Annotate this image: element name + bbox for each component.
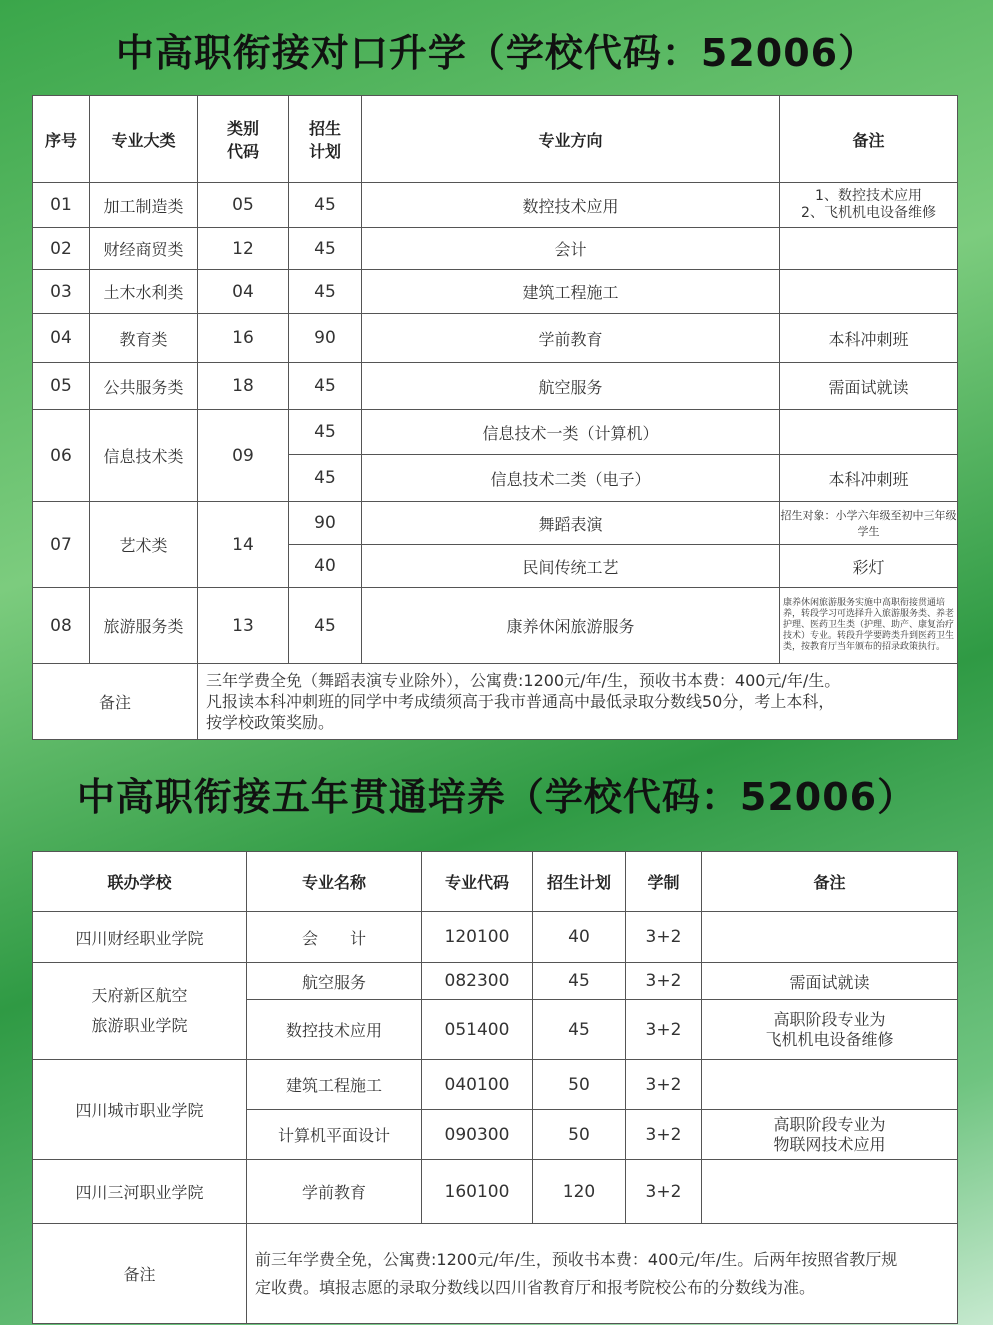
table-row [33,270,958,314]
cell-direction: 舞蹈表演 [362,502,780,545]
cell-school: 天府新区航空 旅游职业学院 [33,963,247,1060]
cell-seq: 02 [33,228,90,270]
cell-school: 四川财经职业学院 [33,912,247,963]
table-header-row [33,852,958,912]
cell-major: 会 计 [247,912,422,963]
cell-code: 082300 [422,963,533,1000]
cell-category: 信息技术类 [90,410,198,502]
cell-remark: 本科冲刺班 [780,455,958,502]
cell-remark [780,228,958,270]
table-row [33,410,958,455]
cell-code: 18 [198,363,289,410]
cell-direction: 信息技术二类（电子） [362,455,780,502]
table-row [33,963,958,1000]
cell-code: 05 [198,183,289,228]
header-years: 学制 [626,852,702,912]
cell-remark [702,1160,958,1224]
note-label: 备注 [33,1224,247,1324]
cell-direction: 数控技术应用 [362,183,780,228]
admission-table-1 [32,95,958,740]
header-seq: 序号 [33,96,90,183]
note-text: 三年学费全免（舞蹈表演专业除外），公寓费:1200元/年/生，预收书本费：400元/年/生。 凡报读本科冲刺班的同学中考成绩须高于我市普通高中最低录取分数线50分，考上本科， 按学校政策奖励。 [198,664,958,740]
cell-seq: 03 [33,270,90,314]
header-plan: 招生计划 [533,852,626,912]
cell-code: 16 [198,314,289,363]
cell-direction: 航空服务 [362,363,780,410]
header-remark: 备注 [780,96,958,183]
cell-seq: 08 [33,588,90,664]
cell-major: 建筑工程施工 [247,1060,422,1110]
cell-remark: 高职阶段专业为 飞机机电设备维修 [702,1000,958,1060]
cell-remark: 招生对象：小学六年级至初中三年级学生 [780,502,958,545]
header-code: 类别 代码 [198,96,289,183]
header-school: 联办学校 [33,852,247,912]
cell-years: 3+2 [626,912,702,963]
cell-plan: 45 [289,183,362,228]
section2-title: 中高职衔接五年贯通培养（学校代码：52006） [76,775,917,819]
note-text: 前三年学费全免，公寓费:1200元/年/生，预收书本费：400元/年/生。后两年按照省教厅规 定收费。填报志愿的录取分数线以四川省教育厅和报考院校公布的分数线为准。 [247,1224,958,1324]
cell-remark: 本科冲刺班 [780,314,958,363]
cell-code: 14 [198,502,289,588]
table-row [33,183,958,228]
cell-remark: 需面试就读 [702,963,958,1000]
table-row [33,1060,958,1110]
cell-plan: 45 [289,455,362,502]
cell-code: 160100 [422,1160,533,1224]
header-remark: 备注 [702,852,958,912]
cell-code: 090300 [422,1110,533,1160]
cell-years: 3+2 [626,963,702,1000]
cell-category: 教育类 [90,314,198,363]
note-label: 备注 [33,664,198,740]
cell-remark [702,1060,958,1110]
cell-code: 04 [198,270,289,314]
cell-category: 旅游服务类 [90,588,198,664]
table-row [33,588,958,664]
cell-plan: 40 [289,545,362,588]
table-row [33,363,958,410]
cell-plan: 45 [289,588,362,664]
cell-plan: 45 [289,270,362,314]
note-row [33,664,958,740]
admission-table-2 [32,851,958,1324]
cell-school: 四川三河职业学院 [33,1160,247,1224]
cell-remark [780,410,958,455]
cell-code: 051400 [422,1000,533,1060]
cell-plan: 45 [289,228,362,270]
cell-seq: 04 [33,314,90,363]
cell-code: 13 [198,588,289,664]
cell-seq: 07 [33,502,90,588]
cell-years: 3+2 [626,1060,702,1110]
table-row [33,502,958,545]
header-code: 专业代码 [422,852,533,912]
cell-major: 学前教育 [247,1160,422,1224]
cell-school: 四川城市职业学院 [33,1060,247,1160]
cell-category: 加工制造类 [90,183,198,228]
cell-code: 040100 [422,1060,533,1110]
cell-plan: 45 [533,1000,626,1060]
cell-major: 航空服务 [247,963,422,1000]
cell-remark: 彩灯 [780,545,958,588]
cell-years: 3+2 [626,1110,702,1160]
cell-code: 12 [198,228,289,270]
cell-category: 土木水利类 [90,270,198,314]
cell-years: 3+2 [626,1000,702,1060]
cell-plan: 120 [533,1160,626,1224]
header-plan: 招生 计划 [289,96,362,183]
cell-plan: 50 [533,1060,626,1110]
cell-remark [780,270,958,314]
cell-plan: 90 [289,502,362,545]
header-direction: 专业方向 [362,96,780,183]
cell-category: 公共服务类 [90,363,198,410]
cell-major: 计算机平面设计 [247,1110,422,1160]
cell-category: 财经商贸类 [90,228,198,270]
table-row [33,1160,958,1224]
cell-plan: 40 [533,912,626,963]
cell-code: 09 [198,410,289,502]
cell-direction: 学前教育 [362,314,780,363]
cell-remark: 康养休闲旅游服务实施中高职衔接贯通培养，转段学习可选择升入旅游服务类、养老护理、医药卫生类（护理、助产、康复治疗技术）专业。转段升学要跨类升到医药卫生类，按教育厅当年颁布的招录政策执行。 [780,588,958,664]
cell-major: 数控技术应用 [247,1000,422,1060]
cell-seq: 01 [33,183,90,228]
cell-direction: 康养休闲旅游服务 [362,588,780,664]
cell-remark: 1、数控技术应用 2、飞机机电设备维修 [780,183,958,228]
cell-remark: 需面试就读 [780,363,958,410]
cell-direction: 民间传统工艺 [362,545,780,588]
header-major: 专业名称 [247,852,422,912]
section1-title: 中高职衔接对口升学（学校代码：52006） [115,31,878,75]
cell-direction: 建筑工程施工 [362,270,780,314]
cell-seq: 06 [33,410,90,502]
cell-seq: 05 [33,363,90,410]
cell-plan: 50 [533,1110,626,1160]
cell-remark [702,912,958,963]
cell-direction: 信息技术一类（计算机） [362,410,780,455]
cell-plan: 45 [289,410,362,455]
cell-years: 3+2 [626,1160,702,1224]
cell-plan: 45 [533,963,626,1000]
table-row [33,314,958,363]
cell-remark: 高职阶段专业为 物联网技术应用 [702,1110,958,1160]
table-row [33,228,958,270]
note-row [33,1224,958,1324]
cell-direction: 会计 [362,228,780,270]
cell-plan: 90 [289,314,362,363]
cell-plan: 45 [289,363,362,410]
cell-code: 120100 [422,912,533,963]
cell-category: 艺术类 [90,502,198,588]
table-row [33,912,958,963]
header-category: 专业大类 [90,96,198,183]
table-header-row [33,96,958,183]
